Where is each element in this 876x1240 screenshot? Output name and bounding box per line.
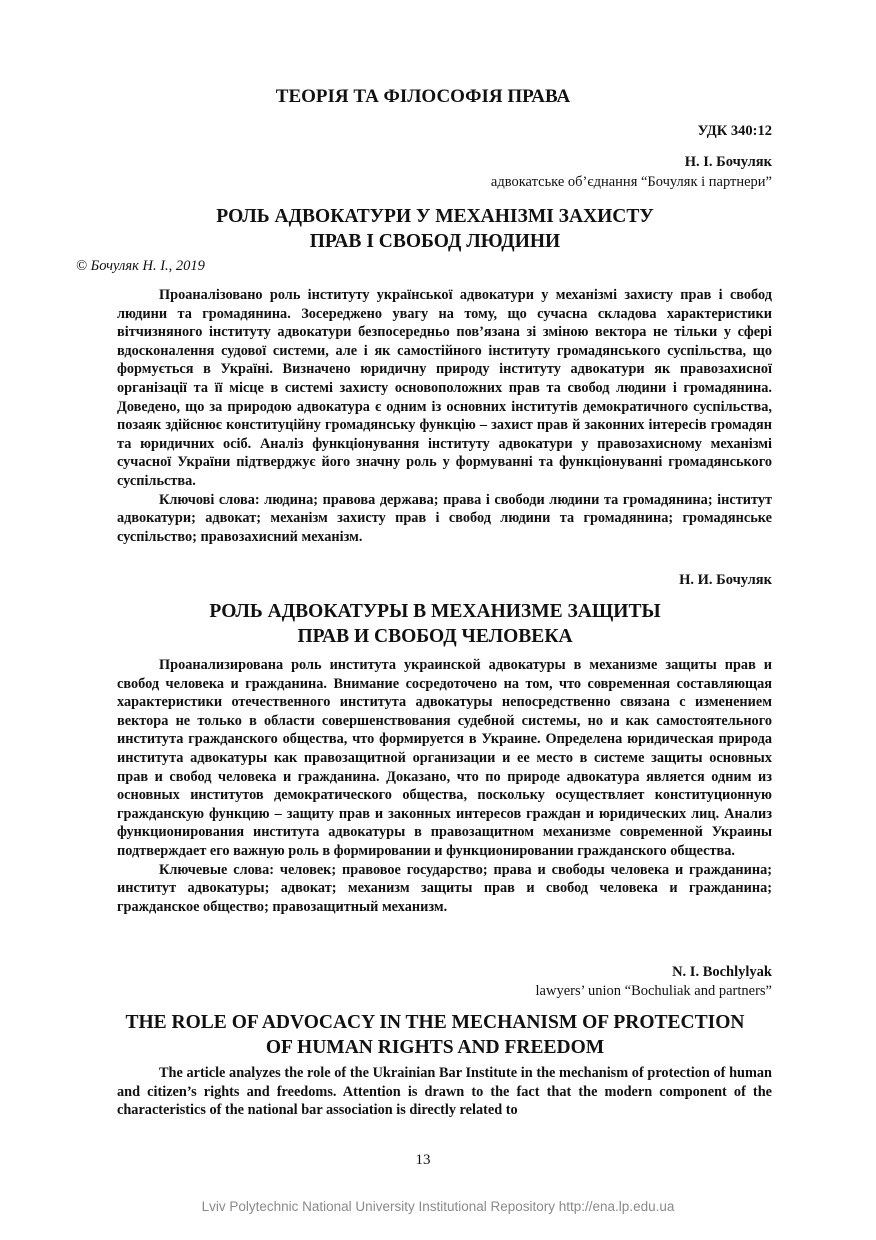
en-abstract: The article analyzes the role of the Ukrainian Bar Institute in the mechanism of protection of human and citizen’s rights and freedoms. Attention is drawn to the fact that the modern component of the characteristics of the national bar association is directly related to: [117, 1065, 772, 1119]
copyright: © Бочуляк Н. І., 2019: [76, 258, 205, 274]
section-heading: ТЕОРІЯ ТА ФІЛОСОФІЯ ПРАВА: [275, 86, 571, 107]
ua-author: Н. І. Бочуляк: [684, 154, 772, 170]
en-title-line: OF HUMAN RIGHTS AND FREEDOM: [265, 1037, 605, 1058]
ua-title-line: РОЛЬ АДВОКАТУРИ У МЕХАНІЗМІ ЗАХИСТУ: [216, 206, 654, 227]
ru-author: Н. И. Бочуляк: [679, 572, 772, 588]
ru-abstract-block: [117, 656, 772, 916]
page-number: 13: [415, 1152, 431, 1168]
ua-keywords: Ключові слова: людина; правова держава; права і свободи людини та громадянина; інститут адвокатури; адвокат; механізм захисту прав і свобод людини та громадянина; громадянське суспільство; правозахисний механізм.: [117, 491, 772, 545]
ru-title: [40, 599, 830, 649]
ua-affiliation: адвокатське об’єднання “Бочуляк і партнери”: [490, 174, 772, 190]
en-title-line: THE ROLE OF ADVOCACY IN THE MECHANISM OF PROTECTION: [125, 1012, 745, 1033]
ru-abstract: Проанализирована роль института украинской адвокатуры в механизме защиты прав и свобод человека и гражданина. Внимание сосредоточено на том, что современная составляющая характеристики отечественного института адвокатуры непосредственно связана с изменением вектора не только в области совершенствования судебной системы, но и как самостоятельного института гражданского общества, что формируется в Украине. Определена юридическая природа института адвокатуры как правозащитной организации и ее место в системе защиты основных прав и свобод человека и гражданина. Доказано, что по природе адвокатура является одним из основных институтов демократического общества, поскольку осуществляет конституционную гражданскую функцию – защиту прав и законных интересов граждан и юридических лиц. Анализ функционирования института адвокатуры в правозащитном механизме современной Украины подтверждает его важную роль в формировании и функционировании гражданского общества.: [117, 657, 772, 859]
ru-title-line: РОЛЬ АДВОКАТУРЫ В МЕХАНИЗМЕ ЗАЩИТЫ: [209, 601, 661, 622]
ru-title-line: ПРАВ И СВОБОД ЧЕЛОВЕКА: [297, 626, 573, 647]
ua-abstract: Проаналізовано роль інституту української адвокатури у механізмі захисту прав і свобод людини та громадянина. Зосереджено увагу на тому, що сучасна складова характеристики вітчизняного інституту адвокатури безпосередньо пов’язана зі зміною вектора не тільки у сфері вдосконалення судової системи, але і як самостійного інституту громадянського суспільства, що формується в Україні. Визначено юридичну природу інституту адвокатури як правозахисної організації та її місце в системі захисту основоположних прав та свобод людини і громадянина. Доведено, що за природою адвокатура є одним із основних інститутів демократичного суспільства, позаяк здійснює конституційну громадянську функцію – захист прав й законних інтересів громадян та юридичних осіб. Аналіз функціонування інституту адвокатури у правозахисному механізмі сучасної України підтверджує його значну роль у формуванні та функціонуванні громадянського суспільства.: [117, 287, 772, 489]
ru-keywords: Ключевые слова: человек; правовое государство; права и свободы человека и гражданина; институт адвокатуры; адвокат; механизм защиты прав и свобод человека и гражданина; гражданское общество; правозащитный механизм.: [117, 861, 772, 915]
en-abstract-block: [117, 1064, 772, 1120]
en-affiliation: lawyers’ union “Bochuliak and partners”: [535, 983, 772, 999]
ua-abstract-block: [117, 286, 772, 546]
en-author: N. I. Bochlylyak: [672, 964, 772, 980]
udk-code: УДК 340:12: [697, 123, 772, 139]
en-title: [40, 1010, 830, 1060]
repository-footer: Lviv Polytechnic National University Institutional Repository http://ena.lp.edu.ua: [201, 1199, 675, 1214]
ua-title: [40, 204, 830, 254]
ua-title-line: ПРАВ І СВОБОД ЛЮДИНИ: [309, 231, 561, 252]
